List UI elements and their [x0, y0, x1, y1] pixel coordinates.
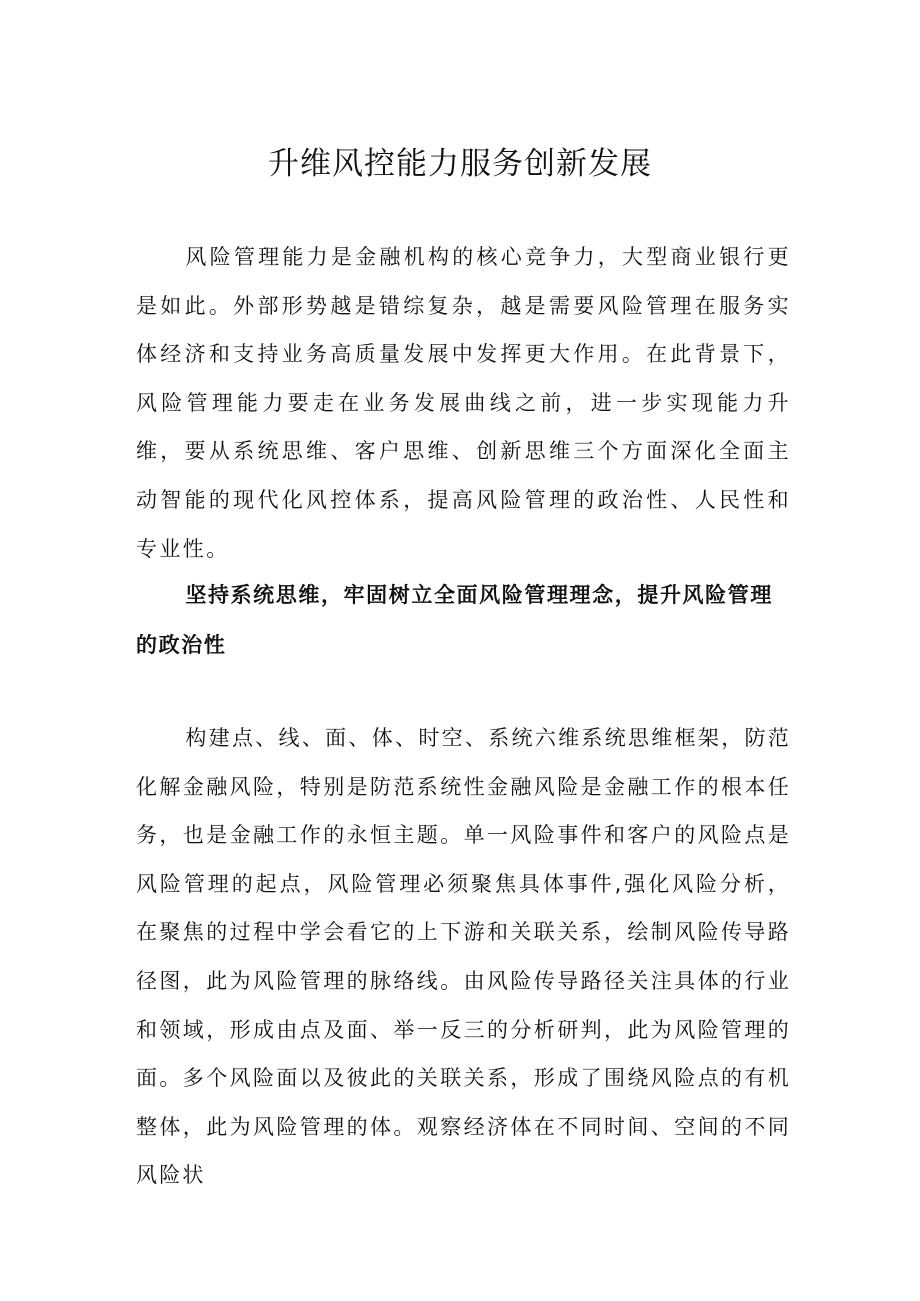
- body-paragraph: 构建点、线、面、体、时空、系统六维系统思维框架，防范化解金融风险，特别是防范系统性金融风险是金融工作的根本任务，也是金融工作的永恒主题。单一风险事件和客户的风险点是风险管理的起点，风险管理必须聚焦具体事件,强化风险分析，在聚焦的过程中学会看它的上下游和关联关系，绘制风险传导路径图，此为风险管理的脉络线。由风险传导路径关注具体的行业和领域，形成由点及面、举一反三的分析研判，此为风险管理的面。多个风险面以及彼此的关联关系，形成了围绕风险点的有机整体，此为风险管理的体。观察经济体在不同时间、空间的不同风险状: [136, 726, 791, 1188]
- intro-paragraph: 风险管理能力是金融机构的核心竞争力，大型商业银行更是如此。外部形势越是错综复杂，越是需要风险管理在服务实体经济和支持业务高质量发展中发挥更大作用。在此背景下，风险管理能力要走在业务发展曲线之前，进一步实现能力升维，要从系统思维、客户思维、创新思维三个方面深化全面主动智能的现代化风控体系，提高风险管理的政治性、人民性和专业性。: [136, 245, 791, 561]
- document-title: 升维风控能力服务创新发展: [268, 146, 652, 182]
- section-heading: 坚持系统思维，牢固树立全面风险管理理念，提升风险管理的政治性: [136, 583, 773, 657]
